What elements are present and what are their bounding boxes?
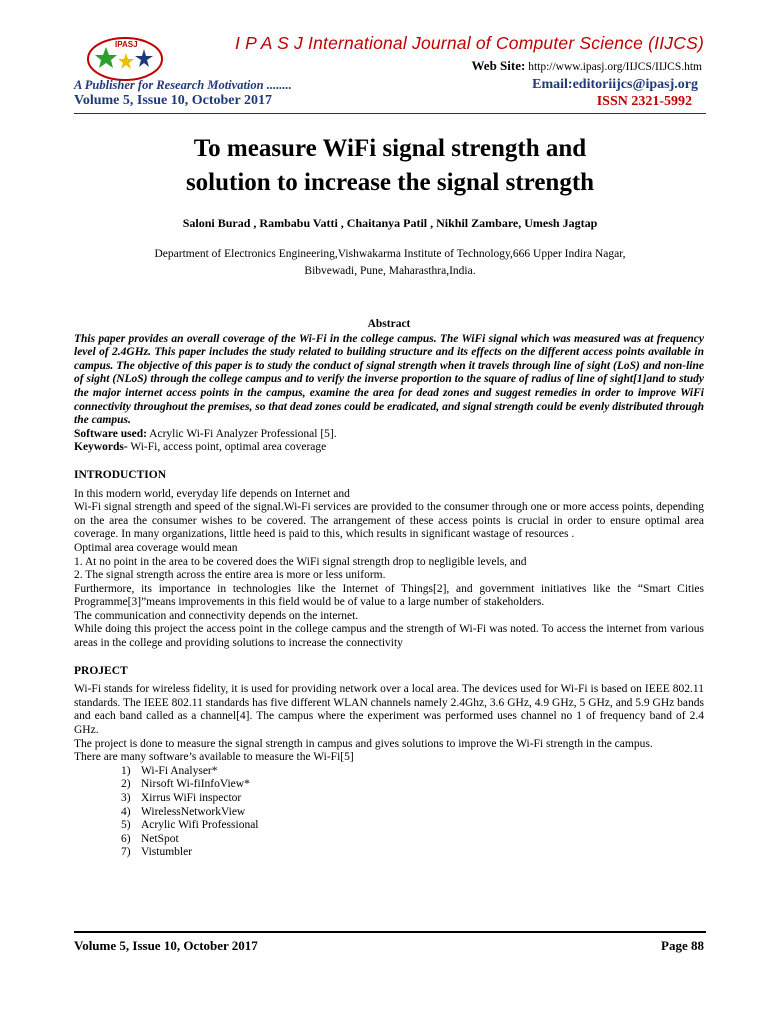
paper-title-line2: solution to increase the signal strength: [185, 169, 595, 196]
intro-paragraph: 1. At no point in the area to be covered does the WiFi signal strength drop to negligible levels, and: [74, 555, 527, 568]
keywords-label: Keywords-: [74, 441, 128, 454]
intro-paragraph: Furthermore, its importance in technologies like the Internet of Things[2], and government initiatives like the “Smart Cities Programme[3]”means improvements in this field would be of value to a large number of stakeholders.: [74, 582, 704, 609]
project-paragraph: The project is done to measure the signal strength in campus and gives solutions to improve the Wi-Fi strength in the campus.: [74, 737, 653, 750]
list-item: 4) WirelessNetworkView: [121, 805, 246, 818]
footer-volume-issue: Volume 5, Issue 10, October 2017: [74, 938, 258, 953]
software-used: [74, 428, 704, 442]
page-number: Page 88: [661, 938, 704, 953]
paper-title: [74, 132, 706, 200]
list-item: 2) Nirsoft Wi-fiInfoView*: [121, 778, 250, 791]
header-volume-issue: Volume 5, Issue 10, October 2017: [74, 93, 272, 108]
authors: Saloni Burad , Rambabu Vatti , Chaitanya Patil , Nikhil Zambare, Umesh Jagtap: [182, 216, 598, 230]
header-divider: [74, 113, 706, 114]
keywords: [74, 441, 704, 455]
website-label: Web Site:: [471, 58, 526, 73]
intro-paragraph: While doing this project the access point in the college campus and the strength of Wi-Fi was noted. To access the internet from various areas in the college and providing solutions to increase the connectivity: [74, 623, 704, 650]
list-item: 3) Xirrus WiFi inspector: [121, 792, 242, 804]
list-item: 5) Acrylic Wifi Professional: [121, 819, 259, 832]
affiliation: [74, 246, 706, 280]
paper-body: [74, 318, 704, 860]
footer-divider: [74, 931, 706, 933]
intro-paragraph: The communication and connectivity depends on the internet.: [74, 609, 359, 622]
software-value: Acrylic Wi-Fi Analyzer Professional [5].: [146, 427, 337, 440]
list-item: 6) NetSpot: [121, 832, 179, 845]
intro-paragraph: Optimal area coverage would mean: [74, 541, 238, 554]
project-paragraph: There are many software’s available to measure the Wi-Fi[5]: [74, 751, 354, 764]
website-line: [472, 58, 702, 74]
journal-title: I P A S J International Journal of Computer Science (IIJCS): [235, 33, 704, 53]
paper-title-line1: To measure WiFi signal strength and: [193, 135, 587, 162]
list-item: 1) Wi-Fi Analyser*: [121, 764, 218, 777]
abstract-heading: Abstract: [367, 318, 411, 330]
publisher-tagline: A Publisher for Research Motivation ........: [74, 78, 292, 92]
software-label: Software used:: [74, 427, 147, 440]
editor-email[interactable]: Email:editoriijcs@ipasj.org: [532, 77, 698, 92]
software-list: [74, 765, 704, 860]
intro-paragraph: In this modern world, everyday life depends on Internet and: [74, 487, 350, 500]
abstract-text: This paper provides an overall coverage of the Wi-Fi in the college campus. The WiFi signal which was measured was at frequency level of 2.4GHz. This paper includes the study related to building structure and its effects on the different access points available in campus. The objective of this paper is to study the conduct of signal strength when it travels through line of sight (LoS) and non-line of sight (NLoS) through the college campus and to verify the inverse proportion to the square of radius of line of sight[1]and to study the major internet access points in the campus, examine the area for dead zones and suggest remedies in order to improve WiFi connectivity throughout the premises, so that dead zones could be eradicated, and signal strength could be evenly distributed through the campus.: [74, 332, 704, 427]
keywords-value: Wi-Fi, access point, optimal area coverage: [127, 441, 327, 454]
website-url[interactable]: http://www.ipasj.org/IIJCS/IIJCS.htm: [528, 61, 702, 73]
affiliation-line1: Department of Electronics Engineering,Vishwakarma Institute of Technology,666 Upper Indira Nagar,: [154, 248, 626, 260]
svg-text:IPASJ: IPASJ: [115, 40, 138, 49]
affiliation-line2: Bibvewadi, Pune, Maharasthra,India.: [304, 265, 476, 277]
introduction-heading: INTRODUCTION: [74, 468, 167, 481]
project-heading: PROJECT: [74, 664, 128, 677]
issn: ISSN 2321-5992: [596, 94, 692, 109]
project-paragraph: Wi-Fi stands for wireless fidelity, it is used for providing network over a local area. The devices used for Wi-Fi is based on IEEE 802.11 standards. The IEEE 802.11 standards has five different WLAN channels namely 2.4Ghz, 3.6 GHz, 4.9 GHz, 5 GHz, and 5.9 GHz bands and each band called as a channel[4]. The campus where the experiment was performed uses channel no 1 of frequency band of 2.4 GHz.: [74, 683, 704, 737]
list-item: 7) Vistumbler: [121, 846, 193, 859]
ipasj-logo: [86, 35, 164, 83]
intro-paragraph: Wi-Fi signal strength and speed of the signal.Wi-Fi services are provided to the consumer through one or more access points, depending on the area the consumer wishes to be covered. The arrangement of these access points is crucial in order to ensure optimal area coverage. In many organizations, little heed is paid to this, which results in significant wastage of resources .: [74, 501, 704, 541]
intro-paragraph: 2. The signal strength across the entire area is more or less uniform.: [74, 569, 386, 582]
